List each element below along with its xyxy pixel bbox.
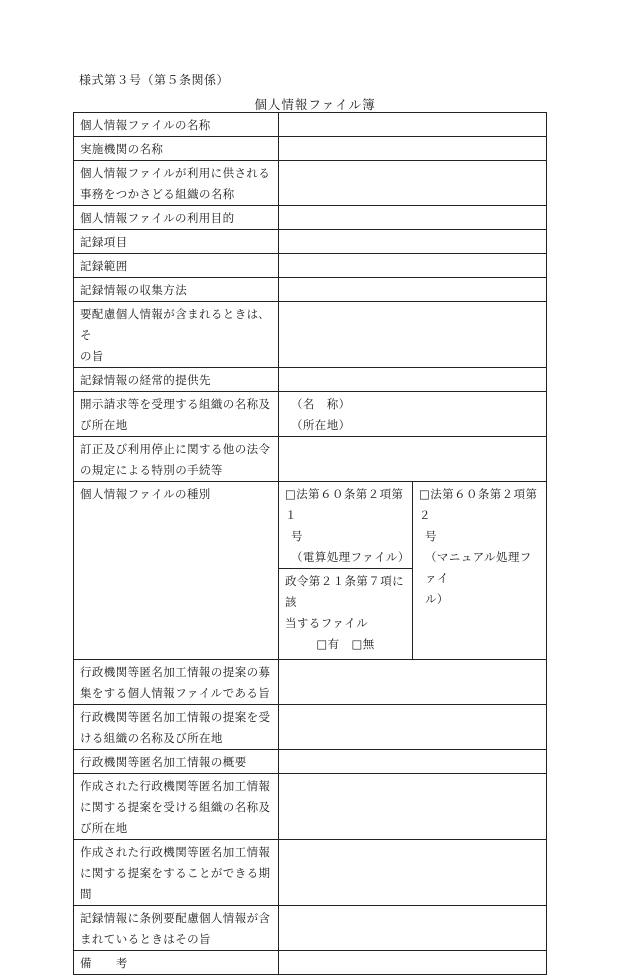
option-line: （電算処理ファイル）: [291, 550, 410, 564]
row-label: [74, 660, 279, 705]
value-cell[interactable]: [279, 660, 547, 705]
option-line: 号: [425, 529, 437, 543]
table-row: [74, 906, 547, 951]
name-field-label: （名 称）: [291, 397, 351, 411]
value-cell[interactable]: [279, 906, 547, 951]
row-label: [74, 951, 279, 975]
table-row: [74, 660, 547, 705]
row-label: [74, 230, 279, 254]
value-cell[interactable]: [279, 206, 547, 230]
label-line: 備 考: [80, 956, 128, 970]
table-row: [74, 840, 547, 906]
row-label: [74, 750, 279, 774]
label-line: に関する提案をすることができる期: [80, 866, 271, 880]
label-line: 記録項目: [80, 235, 128, 249]
label-line: 作成された行政機関等匿名加工情報: [80, 845, 271, 859]
row-label: [74, 906, 279, 951]
row-label: [74, 206, 279, 230]
manual-file-option[interactable]: [413, 482, 547, 659]
value-cell[interactable]: [279, 113, 547, 137]
label-line: 集をする個人情報ファイルである旨: [80, 686, 271, 700]
table-row: [74, 750, 547, 774]
personal-info-file-ledger-table: [73, 112, 547, 975]
value-cell[interactable]: [279, 437, 547, 482]
row-label: [74, 840, 279, 906]
form-number-label: 様式第３号（第５条関係）: [79, 73, 230, 87]
value-cell[interactable]: [279, 137, 547, 161]
label-line: の旨: [80, 349, 104, 363]
label-line: 記録情報の収集方法: [80, 283, 188, 297]
label-line: 行政機関等匿名加工情報の提案の募: [80, 665, 271, 679]
table-row: [74, 774, 547, 840]
row-label: [74, 482, 279, 660]
label-line: 開示請求等を受理する組織の名称及: [80, 397, 271, 411]
value-cell[interactable]: [279, 705, 547, 750]
row-label: [74, 392, 279, 437]
file-type-subtable: [279, 482, 546, 659]
table-row: [74, 705, 547, 750]
value-cell[interactable]: [279, 774, 547, 840]
label-line: ける組織の名称及び所在地: [80, 731, 223, 745]
label-line: 間: [80, 887, 92, 901]
value-cell[interactable]: [279, 951, 547, 975]
label-line: 行政機関等匿名加工情報の概要: [80, 755, 247, 769]
label-line: び所在地: [80, 418, 128, 432]
table-row: [74, 206, 547, 230]
value-cell[interactable]: [279, 750, 547, 774]
table-row: [74, 482, 547, 660]
table-row: [74, 161, 547, 206]
option-line: 号: [291, 529, 303, 543]
table-row: [74, 302, 547, 368]
table-row: [74, 254, 547, 278]
label-line: 個人情報ファイルの利用目的: [80, 211, 235, 225]
label-line: 記録範囲: [80, 259, 128, 273]
value-cell[interactable]: [279, 368, 547, 392]
label-line: 個人情報ファイルが利用に供される: [80, 166, 271, 180]
cabinet-order-file-cell: [279, 569, 413, 660]
file-type-cell: [279, 482, 547, 660]
address-field-label: （所在地）: [291, 418, 351, 432]
table-row: [74, 137, 547, 161]
table-row: [74, 437, 547, 482]
label-line: 個人情報ファイルの種別: [80, 487, 211, 501]
row-label: [74, 437, 279, 482]
table-row: [74, 113, 547, 137]
row-label: [74, 113, 279, 137]
table-row: [74, 230, 547, 254]
option-line: （マニュアル処理ファイ: [425, 550, 532, 585]
table-row: [74, 392, 547, 437]
value-cell[interactable]: [279, 392, 547, 437]
row-label: [74, 705, 279, 750]
label-line: 訂正及び利用停止に関する他の法令: [80, 442, 271, 456]
row-label: [74, 368, 279, 392]
label-line: び所在地: [80, 821, 128, 835]
row-label: [74, 137, 279, 161]
option-line: ル）: [425, 592, 449, 606]
table-row: [74, 278, 547, 302]
label-line: まれているときはその旨: [80, 932, 211, 946]
option-line: 政令第２１条第７項に該: [285, 574, 404, 609]
label-line: 記録情報に条例要配慮個人情報が含: [80, 911, 271, 925]
row-label: [74, 774, 279, 840]
row-label: [74, 254, 279, 278]
value-cell[interactable]: [279, 254, 547, 278]
label-line: の規定による特別の手続等: [80, 463, 223, 477]
label-line: 個人情報ファイルの名称: [80, 118, 211, 132]
row-label: [74, 161, 279, 206]
option-line: □法第６０条第２項第２: [419, 487, 538, 522]
value-cell[interactable]: [279, 230, 547, 254]
option-line: □法第６０条第２項第１: [285, 487, 404, 522]
row-label: [74, 302, 279, 368]
option-line: 当するファイル: [285, 616, 369, 630]
label-line: 実施機関の名称: [80, 142, 164, 156]
label-line: に関する提案を受ける組織の名称及: [80, 800, 271, 814]
value-cell[interactable]: [279, 278, 547, 302]
row-label: [74, 278, 279, 302]
value-cell[interactable]: [279, 302, 547, 368]
table-row: [74, 951, 547, 975]
value-cell[interactable]: [279, 161, 547, 206]
label-line: 要配慮個人情報が含まれるときは､そ: [80, 307, 265, 342]
page-title: 個人情報ファイル簿: [254, 97, 376, 112]
table-row: [74, 368, 547, 392]
label-line: 行政機関等匿名加工情報の提案を受: [80, 710, 271, 724]
electronic-file-option[interactable]: [279, 482, 413, 569]
label-line: 事務をつかさどる組織の名称: [80, 187, 235, 201]
value-cell[interactable]: [279, 840, 547, 906]
label-line: 作成された行政機関等匿名加工情報: [80, 779, 271, 793]
yes-no-checkboxes[interactable]: □有 □無: [316, 637, 375, 651]
label-line: 記録情報の経常的提供先: [80, 373, 211, 387]
